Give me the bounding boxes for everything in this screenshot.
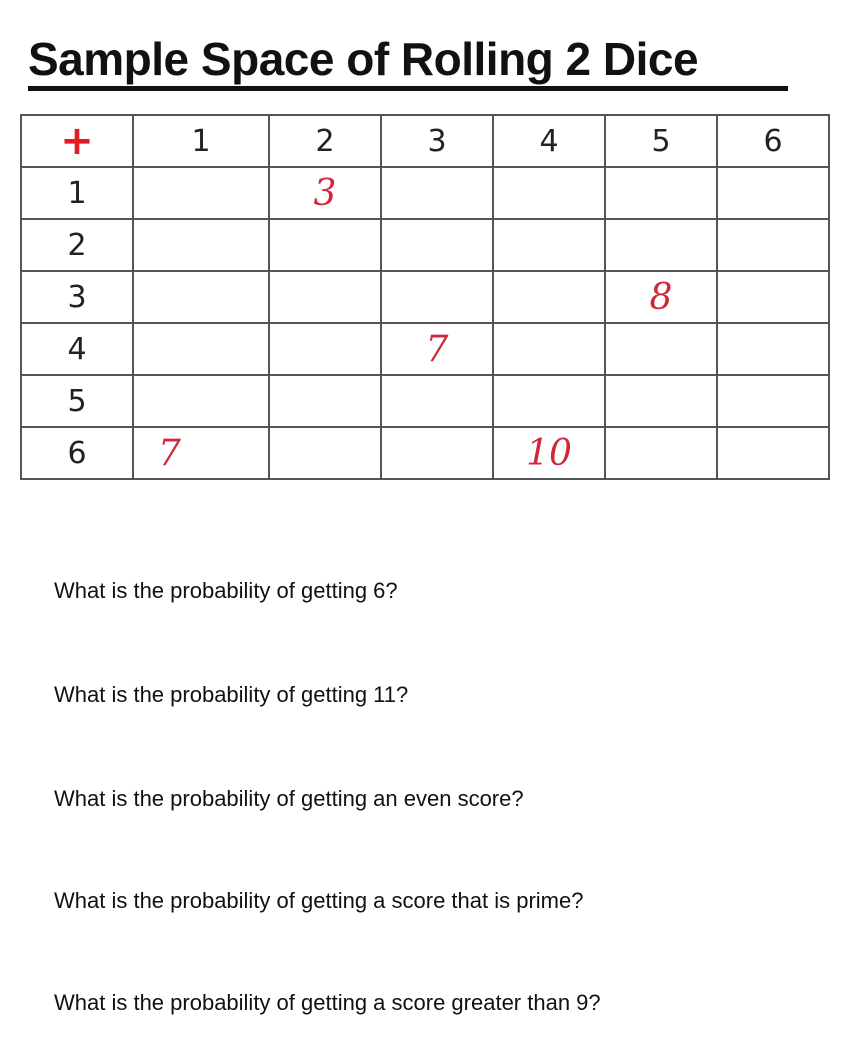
table-cell: [605, 167, 717, 219]
table-cell: [381, 167, 493, 219]
table-row: [21, 167, 829, 219]
table-cell: [717, 323, 829, 375]
question-probability-prime: What is the probability of getting a score that is prime?: [54, 888, 584, 913]
table-cell: [133, 271, 269, 323]
table-cell: [269, 427, 381, 479]
table-cell: [605, 427, 717, 479]
table-cell: [717, 167, 829, 219]
table-cell: [133, 167, 269, 219]
question-probability-greater-than-9: What is the probability of getting a score greater than 9?: [54, 990, 601, 1015]
table-cell: [381, 427, 493, 479]
table-cell: [269, 375, 381, 427]
table-cell: [717, 271, 829, 323]
corner-plus-sign: +: [21, 115, 133, 167]
table-cell: [133, 323, 269, 375]
column-header: 5: [605, 115, 717, 167]
table-cell: [381, 219, 493, 271]
table-cell: [381, 375, 493, 427]
table-cell: [605, 219, 717, 271]
table-cell: [717, 375, 829, 427]
table-header-row: [21, 115, 829, 167]
page-title: Sample Space of Rolling 2 Dice: [28, 33, 699, 85]
row-header: 5: [21, 375, 133, 427]
handwritten-sum: 10: [493, 427, 605, 479]
table-row: [21, 323, 829, 375]
question-probability-6: What is the probability of getting 6?: [54, 578, 398, 603]
table-cell: [133, 375, 269, 427]
table-cell: [493, 271, 605, 323]
table-cell: [717, 219, 829, 271]
column-header: 3: [381, 115, 493, 167]
question-probability-11: What is the probability of getting 11?: [54, 682, 409, 707]
table-cell: [381, 271, 493, 323]
column-header: 1: [133, 115, 269, 167]
column-header: 6: [717, 115, 829, 167]
handwritten-sum: 7: [381, 323, 493, 375]
row-header: 6: [21, 427, 133, 479]
table-cell: [605, 323, 717, 375]
table-row: [21, 427, 829, 479]
table-cell: [717, 427, 829, 479]
handwritten-sum: 7: [133, 427, 269, 479]
table-cell: [493, 219, 605, 271]
table-row: [21, 271, 829, 323]
handwritten-sum: 3: [269, 167, 381, 219]
table-cell: [269, 271, 381, 323]
table-row: [21, 375, 829, 427]
handwritten-sum: 8: [605, 271, 717, 323]
title-underline: [28, 86, 788, 91]
table-cell: [269, 323, 381, 375]
table-cell: [493, 375, 605, 427]
question-probability-even: What is the probability of getting an even score?: [54, 786, 524, 811]
table-cell: [493, 167, 605, 219]
row-header: 4: [21, 323, 133, 375]
column-header: 4: [493, 115, 605, 167]
row-header: 3: [21, 271, 133, 323]
column-header: 2: [269, 115, 381, 167]
sample-space-table: [20, 114, 830, 480]
table-cell: [269, 219, 381, 271]
table-cell: [605, 375, 717, 427]
table-cell: [133, 219, 269, 271]
table-cell: [493, 323, 605, 375]
table-row: [21, 219, 829, 271]
row-header: 2: [21, 219, 133, 271]
row-header: 1: [21, 167, 133, 219]
